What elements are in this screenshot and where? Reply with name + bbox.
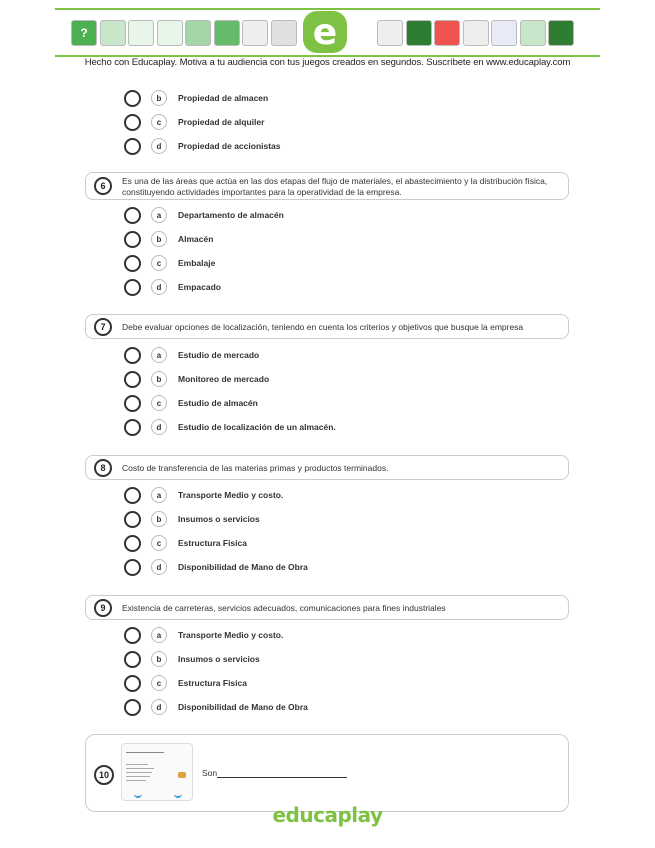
option-text: Transporte Medio y costo.: [178, 630, 284, 640]
list-icon: [491, 20, 517, 46]
radio-button[interactable]: [124, 511, 141, 528]
question-7-box: [85, 314, 569, 339]
option-row[interactable]: [124, 277, 221, 297]
option-row[interactable]: [124, 509, 260, 529]
option-row[interactable]: [124, 136, 281, 156]
option-row[interactable]: [124, 625, 283, 645]
banner-tagline: Hecho con Educaplay. Motiva a tu audiencia con tus juegos creados en segundos. Suscríbete en www.educaplay.com: [84, 57, 571, 68]
radio-button[interactable]: [124, 207, 141, 224]
option-row[interactable]: [124, 88, 268, 108]
radio-button[interactable]: [124, 90, 141, 107]
radio-button[interactable]: [124, 138, 141, 155]
option-letter: a: [151, 207, 167, 223]
option-text: Insumos o servicios: [178, 514, 260, 524]
option-row[interactable]: [124, 485, 283, 505]
circle-game-icon: [406, 20, 432, 46]
educaplay-e-logo: e: [303, 11, 347, 53]
option-text: Empacado: [178, 282, 221, 292]
option-letter: d: [151, 559, 167, 575]
frog-icon: [185, 20, 211, 46]
question-number: 10: [94, 765, 114, 785]
option-letter: d: [151, 279, 167, 295]
option-text: Embalaje: [178, 258, 216, 268]
wordsearch-icon: [128, 20, 154, 46]
radio-button[interactable]: [124, 395, 141, 412]
answer-line[interactable]: [202, 768, 347, 778]
question-number: 8: [94, 459, 112, 477]
image-wave-icon: [134, 792, 142, 798]
radio-button[interactable]: [124, 627, 141, 644]
option-row[interactable]: [124, 697, 308, 717]
option-letter: a: [151, 487, 167, 503]
option-letter: d: [151, 699, 167, 715]
radio-button[interactable]: [124, 487, 141, 504]
matching-icon: [271, 20, 297, 46]
banner-top-rule: [55, 8, 600, 10]
option-text: Disponibilidad de Mano de Obra: [178, 562, 308, 572]
option-row[interactable]: [124, 393, 258, 413]
option-text: Propiedad de accionistas: [178, 141, 281, 151]
radio-button[interactable]: [124, 675, 141, 692]
option-text: Transporte Medio y costo.: [178, 490, 284, 500]
option-text: Estudio de almacén: [178, 398, 258, 408]
question-text: Debe evaluar opciones de localización, teniendo en cuenta los criterios y objetivos que busque la empresa: [122, 322, 524, 332]
radio-button[interactable]: [124, 347, 141, 364]
option-row[interactable]: [124, 673, 247, 693]
option-text: Almacén: [178, 234, 214, 244]
option-letter: b: [151, 231, 167, 247]
memory-icon: [434, 20, 460, 46]
question-number: 7: [94, 318, 112, 336]
radio-button[interactable]: [124, 279, 141, 296]
radio-button[interactable]: [124, 419, 141, 436]
option-letter: b: [151, 511, 167, 527]
radio-button[interactable]: [124, 114, 141, 131]
option-row[interactable]: [124, 112, 264, 132]
option-text: Departamento de almacén: [178, 210, 284, 220]
question-text: Es una de las áreas que actúa en las dos etapas del flujo de materiales, el abastecimiento y la distribución física, constituyendo actividades importantes para la operatividad de la empresa.: [122, 176, 548, 197]
option-row[interactable]: [124, 557, 308, 577]
option-text: Monitoreo de mercado: [178, 374, 270, 384]
radio-button[interactable]: [124, 559, 141, 576]
option-row[interactable]: [124, 533, 247, 553]
radio-button[interactable]: [124, 371, 141, 388]
question-number: 9: [94, 599, 112, 617]
image-wave-icon: [174, 792, 182, 798]
option-text: Insumos o servicios: [178, 654, 260, 664]
option-letter: c: [151, 675, 167, 691]
image-figure-icon: [178, 772, 186, 778]
question-6-box: [85, 172, 569, 200]
option-letter: d: [151, 138, 167, 154]
radio-button[interactable]: [124, 699, 141, 716]
option-row[interactable]: [124, 345, 259, 365]
question-10-box: [85, 734, 569, 812]
option-letter: c: [151, 535, 167, 551]
option-text: Propiedad de alquiler: [178, 117, 265, 127]
video-icon: [548, 20, 574, 46]
option-letter: c: [151, 114, 167, 130]
dialogue-icon: [157, 20, 183, 46]
option-row[interactable]: [124, 229, 213, 249]
option-letter: c: [151, 395, 167, 411]
crossword-icon: [100, 20, 126, 46]
radio-button[interactable]: [124, 535, 141, 552]
map-icon: [214, 20, 240, 46]
option-letter: b: [151, 651, 167, 667]
answer-prefix: Son: [202, 768, 218, 778]
option-letter: a: [151, 347, 167, 363]
option-text: Estudio de localización de un almacén.: [178, 422, 336, 432]
option-text: Propiedad de almacen: [178, 93, 269, 103]
option-row[interactable]: [124, 253, 215, 273]
pen-icon: [520, 20, 546, 46]
radio-button[interactable]: [124, 231, 141, 248]
question-8-box: [85, 455, 569, 480]
question-text: Existencia de carreteras, servicios adecuados, comunicaciones para fines industriales: [122, 603, 446, 613]
question-9-box: [85, 595, 569, 620]
option-row[interactable]: [124, 205, 284, 225]
option-row[interactable]: [124, 649, 260, 669]
radio-button[interactable]: [124, 651, 141, 668]
option-letter: d: [151, 419, 167, 435]
question-number: 6: [94, 177, 112, 195]
option-letter: b: [151, 90, 167, 106]
option-letter: a: [151, 627, 167, 643]
educaplay-footer-logo: educaplay: [272, 803, 383, 827]
question-text: Costo de transferencia de las materias primas y productos terminados.: [122, 463, 389, 473]
answer-blank[interactable]: [217, 768, 347, 778]
option-text: Disponibilidad de Mano de Obra: [178, 702, 308, 712]
option-text: Estructura Fisica: [178, 538, 247, 548]
puzzle-icon: [242, 20, 268, 46]
radio-button[interactable]: [124, 255, 141, 272]
quiz-icon: ?: [71, 20, 97, 46]
option-row[interactable]: [124, 369, 269, 389]
option-row[interactable]: [124, 417, 336, 437]
writing-icon: [377, 20, 403, 46]
option-text: Estudio de mercado: [178, 350, 260, 360]
question-image: [121, 743, 193, 801]
option-letter: c: [151, 255, 167, 271]
dots-icon: [463, 20, 489, 46]
option-text: Estructura Fisica: [178, 678, 247, 688]
educaplay-banner: [55, 8, 600, 56]
option-letter: b: [151, 371, 167, 387]
